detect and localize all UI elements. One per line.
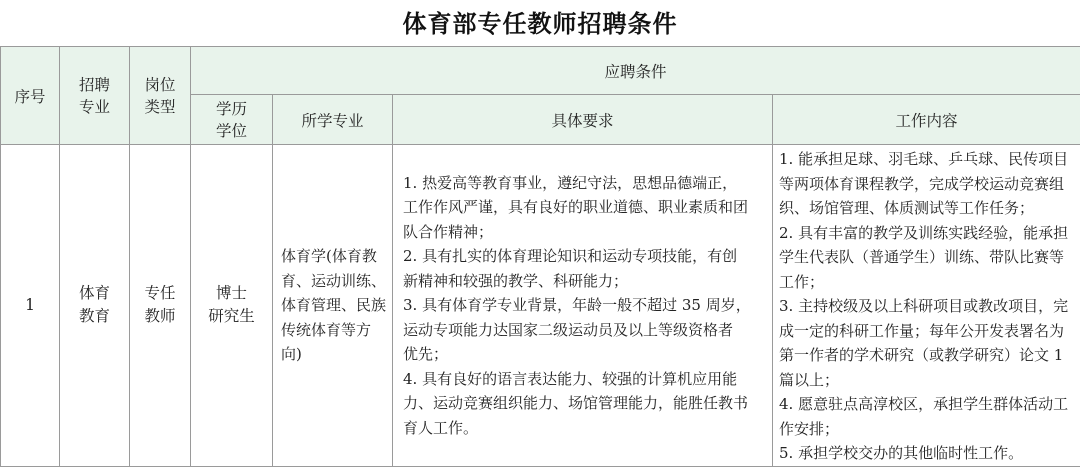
header-work: 工作内容 bbox=[773, 95, 1080, 145]
cell-studied-major: 体育学(体育教 育、运动训练、 体育管理、民族 传统体育等方 向) bbox=[273, 145, 393, 467]
cell-requirements: 1. 热爱高等教育事业，遵纪守法，思想品德端正， 工作作风严谨，具有良好的职业道德、职业素质和团 队合作精神； 2. 具有扎实的体育理论知识和运动专项技能，有创 新精神和较强的教学、科研能力； 3. 具有体育学专业背景，年龄一般不超过 35 周岁， 运动专项能力达国家二级运动员及以上等级资格者 优先； 4. 具有良好的语言表达能力、较强的计算机应用能 力、运动竞赛组织能力、场馆管理能力，能胜任教书 育人工作。 bbox=[393, 145, 773, 467]
header-studied-major: 所学专业 bbox=[273, 95, 393, 145]
header-seq: 序号 bbox=[1, 47, 60, 145]
header-degree: 学历 学位 bbox=[191, 95, 273, 145]
cell-degree: 博士 研究生 bbox=[191, 145, 273, 467]
table-row bbox=[1, 145, 1080, 467]
cell-post-type: 专任 教师 bbox=[130, 145, 191, 467]
header-conditions: 应聘条件 bbox=[191, 47, 1080, 95]
cell-recruit-major: 体育 教育 bbox=[60, 145, 130, 467]
recruitment-table bbox=[0, 46, 1080, 467]
header-recruit-major: 招聘 专业 bbox=[60, 47, 130, 145]
cell-seq: 1 bbox=[1, 145, 60, 467]
page-title: 体育部专任教师招聘条件 bbox=[0, 4, 1080, 39]
cell-work: 1. 能承担足球、羽毛球、乒乓球、民传项目 等两项体育课程教学，完成学校运动竞赛组 织、场馆管理、体质测试等工作任务； 2. 具有丰富的教学及训练实践经验，能承担 学生代表队（普通学生）训练、带队比赛等 工作； 3. 主持校级及以上科研项目或教改项目，完 成一定的科研工作量；每年公开发表署名为 第一作者的学术研究（或教学研究）论文 1 篇以上； 4. 愿意驻点高淳校区，承担学生群体活动工 作安排； 5. 承担学校交办的其他临时性工作。 bbox=[773, 145, 1080, 467]
header-requirements: 具体要求 bbox=[393, 95, 773, 145]
header-post-type: 岗位 类型 bbox=[130, 47, 191, 145]
